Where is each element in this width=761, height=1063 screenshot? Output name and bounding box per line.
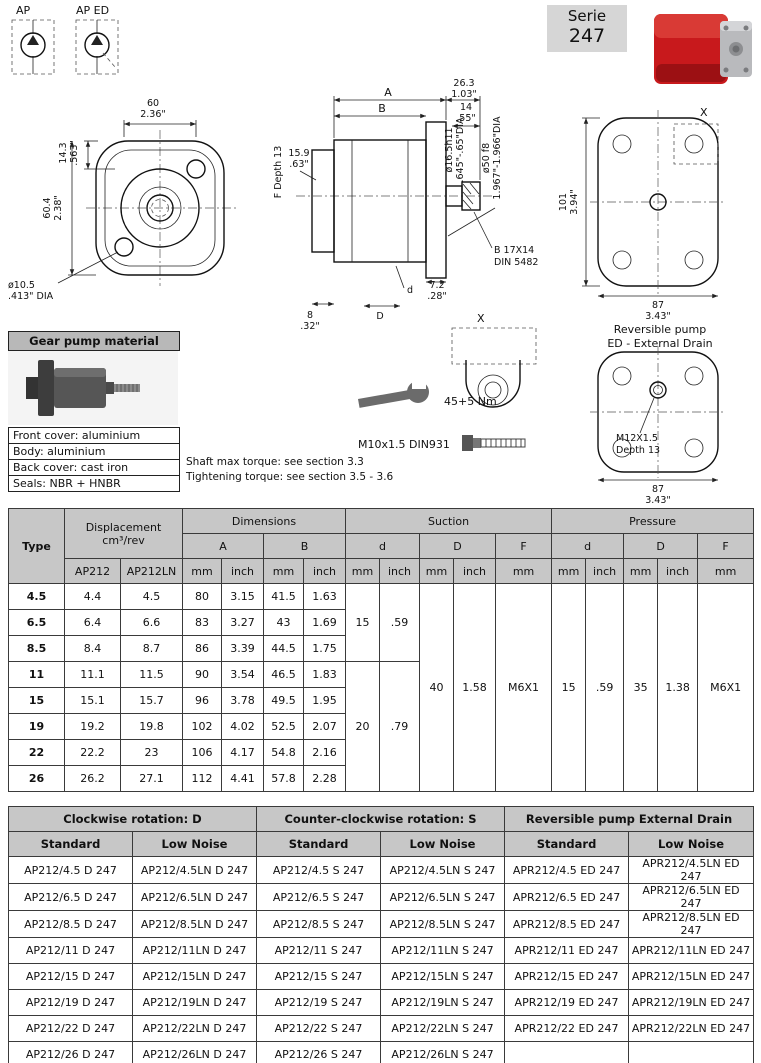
note-shaft-torque: Shaft max torque: see section 3.3 — [186, 456, 364, 468]
cell-type: 4.5 — [9, 584, 65, 610]
cell: 4.17 — [222, 740, 264, 766]
header-suction-F: F — [496, 534, 552, 559]
cell-code: AP212/8.5 D 247 — [9, 911, 133, 938]
order-code-table — [8, 806, 754, 1063]
header-unit: mm — [420, 559, 454, 584]
cell: 11.1 — [65, 662, 121, 688]
header-reversible: Reversible pump External Drain — [505, 807, 754, 832]
material-seals: Seals: NBR + HNBR — [8, 475, 180, 492]
header-B: B — [264, 534, 346, 559]
cell: 90 — [183, 662, 222, 688]
header-unit: mm — [552, 559, 586, 584]
cell-code: APR212/4.5 ED 247 — [505, 857, 629, 884]
cell-code: AP212/6.5 D 247 — [9, 884, 133, 911]
torque-notes — [186, 455, 393, 485]
cell: 1.63 — [304, 584, 346, 610]
header-standard: Standard — [9, 832, 133, 857]
cell-suction-D: 40 — [420, 584, 454, 792]
cell: 1.95 — [304, 688, 346, 714]
cell-code: AP212/26LN S 247 — [381, 1042, 505, 1063]
cell-code: APR212/22 ED 247 — [505, 1016, 629, 1042]
header-unit: inch — [222, 559, 264, 584]
material-box — [8, 331, 180, 492]
material-back-cover: Back cover: cast iron — [8, 459, 180, 476]
cell-code: AP212/15LN S 247 — [381, 964, 505, 990]
header-A: A — [183, 534, 264, 559]
serie-badge — [547, 5, 627, 52]
bolt-callout — [358, 435, 525, 451]
cell-code — [629, 1042, 754, 1063]
cell: 1.83 — [304, 662, 346, 688]
table-row — [9, 884, 754, 911]
cell: 27.1 — [121, 766, 183, 792]
f-depth-label: F Depth 13 — [273, 145, 284, 199]
torque-value: 45+5 Nm — [444, 395, 497, 408]
dim-d-label: d — [407, 285, 414, 296]
pump-triangle-icon — [91, 35, 103, 45]
cell: 8.7 — [121, 636, 183, 662]
cell: 46.5 — [264, 662, 304, 688]
cell: 26.2 — [65, 766, 121, 792]
pump-triangle-icon — [27, 35, 39, 45]
bolt-spec: M10x1.5 DIN931 — [358, 438, 450, 451]
header-standard: Standard — [505, 832, 629, 857]
cell-code: APR212/11 ED 247 — [505, 938, 629, 964]
cell-code: AP212/26 D 247 — [9, 1042, 133, 1063]
reversible-subtitle: ED - External Drain — [607, 337, 713, 350]
dim-87: 87 — [651, 484, 665, 495]
dim-14-3: 14.3 — [58, 142, 69, 164]
cell-type: 22 — [9, 740, 65, 766]
cell: 4.41 — [222, 766, 264, 792]
torque-callout — [358, 380, 497, 408]
header-unit: mm — [346, 559, 380, 584]
header-row — [9, 832, 754, 857]
cell-type: 26 — [9, 766, 65, 792]
cell-pressure-F: M6X1 — [698, 584, 754, 792]
dim-26-3: 26.3 — [453, 78, 475, 89]
shaft-dim: ø16.5h11 — [444, 127, 455, 173]
dim-101-inch: 3.94" — [569, 189, 580, 215]
cell: 44.5 — [264, 636, 304, 662]
cell: 41.5 — [264, 584, 304, 610]
dim-60-4: 60.4 — [42, 197, 53, 219]
header-unit: inch — [380, 559, 420, 584]
cell-code: AP212/22LN D 247 — [133, 1016, 257, 1042]
cell-code: AP212/6.5LN D 247 — [133, 884, 257, 911]
cell: 1.69 — [304, 610, 346, 636]
table-row — [9, 857, 754, 884]
header-counter-clockwise: Counter-clockwise rotation: S — [257, 807, 505, 832]
header-displacement-line2: cm³/rev — [102, 533, 145, 547]
product-photo — [654, 14, 752, 84]
drain-port-depth: Depth 13 — [616, 445, 661, 456]
cell: 6.4 — [65, 610, 121, 636]
header-pressure-D: D — [624, 534, 698, 559]
header-unit: inch — [304, 559, 346, 584]
header-unit: inch — [586, 559, 624, 584]
header-ap212ln: AP212LN — [121, 559, 183, 584]
dim-B: B — [378, 102, 386, 115]
detail-x-drawing — [452, 312, 536, 407]
dim-14-inch: .55" — [456, 113, 476, 124]
dim-D-label: D — [376, 311, 384, 322]
cell-code: APR212/11LN ED 247 — [629, 938, 754, 964]
cell: 4.02 — [222, 714, 264, 740]
material-photo — [8, 351, 178, 425]
cell-code: AP212/19 D 247 — [9, 990, 133, 1016]
dim-7-2-inch: .28" — [427, 291, 447, 302]
header-dimensions: Dimensions — [183, 509, 346, 534]
ap-ed-symbol-diagram — [76, 4, 118, 74]
dim-15-9: 15.9 — [288, 148, 310, 159]
cell-code: APR212/8.5 ED 247 — [505, 911, 629, 938]
cell: 8.4 — [65, 636, 121, 662]
note-tightening-torque: Tightening torque: see section 3.5 - 3.6 — [186, 471, 394, 483]
front-view-drawing — [8, 98, 236, 302]
cell: 106 — [183, 740, 222, 766]
cell-code: AP212/15 D 247 — [9, 964, 133, 990]
table-row — [9, 584, 754, 610]
header-pressure-d: d — [552, 534, 624, 559]
header-unit: inch — [658, 559, 698, 584]
dim-60: 60 — [146, 98, 160, 109]
table-row — [9, 1016, 754, 1042]
dim-14: 14 — [459, 102, 473, 113]
ap-symbol-label: AP — [16, 4, 31, 17]
cell: 2.16 — [304, 740, 346, 766]
cell-pressure-d: 15 — [552, 584, 586, 792]
header-low-noise: Low Noise — [381, 832, 505, 857]
dim-87-inch: 3.43" — [645, 495, 671, 506]
cell-code: AP212/11LN S 247 — [381, 938, 505, 964]
cell-code: AP212/4.5LN D 247 — [133, 857, 257, 884]
dim-101: 101 — [558, 192, 569, 212]
dim-60-4-inch: 2.38" — [53, 195, 64, 221]
header-row — [9, 559, 754, 584]
cell-code: APR212/6.5LN ED 247 — [629, 884, 754, 911]
table-row — [9, 1042, 754, 1063]
cell: 2.28 — [304, 766, 346, 792]
dimension-table — [8, 508, 754, 792]
cell-suction-D-inch: 1.58 — [454, 584, 496, 792]
cell-code: AP212/22 D 247 — [9, 1016, 133, 1042]
dim-15-9-inch: .63" — [289, 159, 309, 170]
cell-code: APR212/6.5 ED 247 — [505, 884, 629, 911]
cell-pressure-D: 35 — [624, 584, 658, 792]
table-row — [9, 938, 754, 964]
cell: 23 — [121, 740, 183, 766]
dim-87-inch: 3.43" — [645, 311, 671, 322]
cell-code: AP212/19LN D 247 — [133, 990, 257, 1016]
header-clockwise: Clockwise rotation: D — [9, 807, 257, 832]
cell-code: APR212/4.5LN ED 247 — [629, 857, 754, 884]
header-suction-D: D — [420, 534, 496, 559]
cell: 49.5 — [264, 688, 304, 714]
header-row — [9, 509, 754, 534]
dim-hole: ø10.5 — [8, 280, 35, 291]
cell: 96 — [183, 688, 222, 714]
header-displacement-line1: Displacement — [85, 520, 162, 534]
header-unit: mm — [183, 559, 222, 584]
serie-number: 247 — [568, 25, 606, 47]
pilot-dim: ø50 f8 — [481, 142, 492, 174]
cell-code: APR212/15 ED 247 — [505, 964, 629, 990]
cell-code: AP212/4.5LN S 247 — [381, 857, 505, 884]
cell: 80 — [183, 584, 222, 610]
cell-code: APR212/8.5LN ED 247 — [629, 911, 754, 938]
cell-code: AP212/11LN D 247 — [133, 938, 257, 964]
dim-hole-inch: .413" DIA — [8, 291, 54, 302]
cell-suction-d-inch: .59 — [380, 584, 420, 662]
cell: 3.39 — [222, 636, 264, 662]
dim-60-inch: 2.36" — [140, 109, 166, 120]
cell-code: AP212/19 S 247 — [257, 990, 381, 1016]
header-standard: Standard — [257, 832, 381, 857]
serie-label: Serie — [567, 7, 607, 25]
cell-code: AP212/6.5 S 247 — [257, 884, 381, 911]
cell-code: AP212/6.5LN S 247 — [381, 884, 505, 911]
header-pressure: Pressure — [552, 509, 754, 534]
cell-code: AP212/15 S 247 — [257, 964, 381, 990]
dim-14-3-inch: .563" — [69, 140, 80, 166]
cell: 19.2 — [65, 714, 121, 740]
dim-8: 8 — [306, 310, 314, 321]
cell-pressure-d-inch: .59 — [586, 584, 624, 792]
header-pressure-F: F — [698, 534, 754, 559]
reversible-pump-drawing — [590, 323, 726, 506]
cell-code: AP212/4.5 D 247 — [9, 857, 133, 884]
header-unit: mm — [624, 559, 658, 584]
ap-symbol-diagram — [12, 4, 54, 74]
cell: 4.4 — [65, 584, 121, 610]
cell-code: AP212/22 S 247 — [257, 1016, 381, 1042]
side-view-drawing — [273, 78, 538, 332]
detail-x-marker: X — [700, 106, 708, 119]
cell: 3.27 — [222, 610, 264, 636]
cell: 1.75 — [304, 636, 346, 662]
cell: 86 — [183, 636, 222, 662]
cell: 57.8 — [264, 766, 304, 792]
dim-8-inch: .32" — [300, 321, 320, 332]
cell-code: AP212/26 S 247 — [257, 1042, 381, 1063]
header-unit: mm — [264, 559, 304, 584]
drain-port-label: M12X1.5 — [616, 433, 658, 444]
header-unit: mm — [698, 559, 754, 584]
header-displacement — [65, 509, 183, 559]
cell: 22.2 — [65, 740, 121, 766]
cell: 11.5 — [121, 662, 183, 688]
cell-code: AP212/11 D 247 — [9, 938, 133, 964]
cell: 15.1 — [65, 688, 121, 714]
header-type: Type — [9, 509, 65, 584]
dim-7-2: 7.2 — [429, 280, 445, 291]
cell: 54.8 — [264, 740, 304, 766]
cell-code: AP212/4.5 S 247 — [257, 857, 381, 884]
dim-26-3-inch: 1.03" — [451, 89, 477, 100]
material-front-cover: Front cover: aluminium — [8, 427, 180, 444]
header-suction-d: d — [346, 534, 420, 559]
cell-suction-d: 20 — [346, 662, 380, 792]
dim-A: A — [384, 86, 392, 99]
cell-suction-d-inch: .79 — [380, 662, 420, 792]
back-view-drawing — [558, 106, 726, 322]
cell: 2.07 — [304, 714, 346, 740]
cell: 4.5 — [121, 584, 183, 610]
table-row — [9, 990, 754, 1016]
cell: 3.15 — [222, 584, 264, 610]
cell-suction-F: M6X1 — [496, 584, 552, 792]
cell-suction-d: 15 — [346, 584, 380, 662]
cell: 52.5 — [264, 714, 304, 740]
cell-type: 11 — [9, 662, 65, 688]
cell: 3.54 — [222, 662, 264, 688]
cell-type: 19 — [9, 714, 65, 740]
cell-code: AP212/19LN S 247 — [381, 990, 505, 1016]
wrench-icon — [358, 380, 429, 408]
dim-87: 87 — [651, 300, 665, 311]
header-unit: mm — [496, 559, 552, 584]
table-row — [9, 964, 754, 990]
cell-code — [505, 1042, 629, 1063]
header-row — [9, 807, 754, 832]
cell: 102 — [183, 714, 222, 740]
header-low-noise: Low Noise — [133, 832, 257, 857]
spline-label: B 17X14 — [494, 245, 535, 256]
cell-type: 8.5 — [9, 636, 65, 662]
spline-standard: DIN 5482 — [494, 257, 539, 268]
detail-x-label: X — [477, 312, 485, 325]
cell-code: AP212/15LN D 247 — [133, 964, 257, 990]
cell-code: AP212/26LN D 247 — [133, 1042, 257, 1063]
cell-pressure-D-inch: 1.38 — [658, 584, 698, 792]
shaft-dim-inch: .645"-.65"DIA — [455, 117, 466, 183]
cell-code: AP212/8.5LN D 247 — [133, 911, 257, 938]
cell-code: APR212/22LN ED 247 — [629, 1016, 754, 1042]
header-low-noise: Low Noise — [629, 832, 754, 857]
cell: 6.6 — [121, 610, 183, 636]
cell: 15.7 — [121, 688, 183, 714]
cell-code: AP212/8.5LN S 247 — [381, 911, 505, 938]
cell-type: 6.5 — [9, 610, 65, 636]
cell-code: APR212/19LN ED 247 — [629, 990, 754, 1016]
cell: 3.78 — [222, 688, 264, 714]
cell-code: AP212/8.5 S 247 — [257, 911, 381, 938]
bolt-icon — [462, 435, 525, 451]
header-ap212: AP212 — [65, 559, 121, 584]
table-row — [9, 911, 754, 938]
ap-ed-symbol-label: AP ED — [76, 4, 110, 17]
cell-code: APR212/19 ED 247 — [505, 990, 629, 1016]
material-title: Gear pump material — [8, 331, 180, 351]
cell: 43 — [264, 610, 304, 636]
cell-code: AP212/11 S 247 — [257, 938, 381, 964]
pilot-dim-inch: 1.967"-1.966"DIA — [492, 116, 503, 200]
cell: 19.8 — [121, 714, 183, 740]
material-body: Body: aluminium — [8, 443, 180, 460]
cell: 112 — [183, 766, 222, 792]
cell-code: APR212/15LN ED 247 — [629, 964, 754, 990]
cell: 83 — [183, 610, 222, 636]
header-unit: inch — [454, 559, 496, 584]
cell-code: AP212/22LN S 247 — [381, 1016, 505, 1042]
cell-type: 15 — [9, 688, 65, 714]
reversible-title: Reversible pump — [613, 323, 707, 336]
header-suction: Suction — [346, 509, 552, 534]
